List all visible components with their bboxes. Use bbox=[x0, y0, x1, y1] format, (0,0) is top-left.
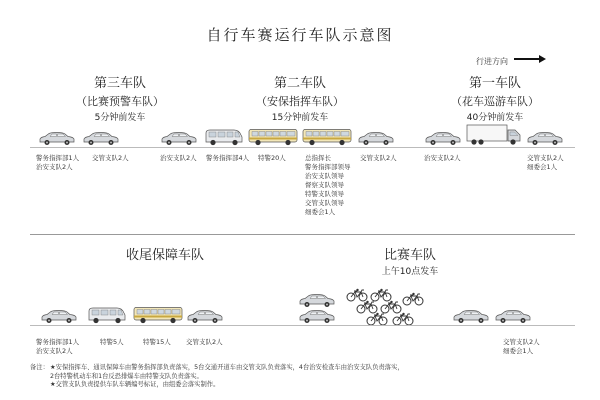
label-t1-c: 细委会1人 bbox=[527, 163, 558, 171]
car-icon bbox=[40, 308, 78, 324]
direction-label: 行进方向 bbox=[476, 57, 508, 66]
team-first bbox=[430, 72, 560, 123]
team-first-time: 40分钟前发车 bbox=[466, 113, 524, 123]
label-t3-a: 警务指挥部1人 bbox=[36, 154, 80, 162]
label-t3-b: 治安支队2人 bbox=[36, 163, 73, 171]
label-rear-b: 治安支队2人 bbox=[36, 347, 73, 355]
label-rear-e: 交管支队2人 bbox=[186, 338, 223, 346]
page-title: 自行车赛运行车队示意图 bbox=[206, 26, 394, 44]
label-t2-list-item: 特警支队领导 bbox=[305, 190, 344, 198]
road-line bbox=[30, 147, 575, 148]
label-race-b: 细委会1人 bbox=[503, 347, 534, 355]
notes-prefix: 备注： bbox=[30, 364, 49, 371]
car-icon bbox=[452, 308, 490, 324]
notes bbox=[30, 364, 590, 390]
team-rear bbox=[100, 244, 230, 263]
car-icon bbox=[298, 308, 336, 324]
car-icon bbox=[494, 308, 532, 324]
team-third bbox=[60, 72, 180, 123]
bus-icon bbox=[248, 128, 298, 146]
team-rear-name: 收尾保障车队 bbox=[125, 248, 204, 263]
van-icon bbox=[87, 306, 127, 324]
team-second-time: 15分钟前发车 bbox=[271, 113, 329, 123]
label-rear-a: 警务指挥部1人 bbox=[36, 338, 80, 346]
team-race-time: 上午10点发车 bbox=[381, 267, 439, 277]
bus-icon bbox=[302, 128, 352, 146]
team-second-sub: （安保指挥车队） bbox=[256, 95, 344, 108]
team-third-name: 第三车队 bbox=[93, 76, 146, 91]
label-t1-b: 交管支队2人 bbox=[527, 154, 564, 162]
road-line bbox=[30, 325, 575, 326]
team-third-time: 5分钟前发车 bbox=[94, 113, 146, 123]
label-t2-c: 特警20人 bbox=[258, 154, 286, 162]
team-second bbox=[235, 72, 365, 123]
label-t2-d: 交管支队2人 bbox=[360, 154, 397, 162]
team-race bbox=[350, 244, 470, 277]
car-icon bbox=[160, 130, 198, 146]
van-icon bbox=[204, 128, 244, 146]
team-first-sub: （花车巡游车队） bbox=[451, 95, 539, 108]
team-second-name: 第二车队 bbox=[273, 76, 326, 91]
label-t1-a: 治安支队2人 bbox=[424, 154, 461, 162]
label-t2-list-item: 督察支队领导 bbox=[305, 181, 344, 189]
label-race-a: 交管支队2人 bbox=[503, 338, 540, 346]
truck-icon bbox=[466, 124, 522, 146]
team-first-name: 第一车队 bbox=[468, 76, 521, 91]
label-t2-list-item: 细委会1人 bbox=[305, 208, 336, 216]
label-t2-list-item: 总指挥长 bbox=[305, 154, 331, 162]
team-third-sub: （比赛预警车队） bbox=[76, 95, 164, 108]
label-t2-list-item: 交管支队领导 bbox=[305, 199, 344, 207]
notes-line: 2台特警机动车和1台反恐排爆车由特警支队负责落实。 bbox=[50, 372, 203, 380]
label-rear-c: 特警5人 bbox=[100, 338, 124, 346]
bicycle-group-icon bbox=[346, 288, 428, 326]
bus-icon bbox=[133, 306, 183, 324]
notes-line: ★安保指挥车、通讯保障车由警务指挥部负责落实，5台交通开道车由交管支队负责落实，4台治安检查车由治安支队负责落实， bbox=[50, 364, 404, 371]
car-icon bbox=[298, 292, 336, 308]
team-race-name: 比赛车队 bbox=[383, 248, 436, 263]
car-icon bbox=[424, 130, 462, 146]
label-t2-list-item: 警务指挥部领导 bbox=[305, 163, 351, 171]
car-icon bbox=[38, 130, 76, 146]
label-t2-list-item: 治安支队领导 bbox=[305, 172, 344, 180]
label-t2-list bbox=[305, 154, 351, 217]
car-icon bbox=[357, 130, 395, 146]
label-t3-c: 交管支队2人 bbox=[92, 154, 129, 162]
label-t2-a: 治安支队2人 bbox=[160, 154, 197, 162]
car-icon bbox=[526, 130, 564, 146]
label-t2-b: 警务指挥部4人 bbox=[206, 154, 250, 162]
direction-arrow-icon bbox=[514, 58, 540, 60]
section-divider bbox=[30, 234, 575, 235]
notes-line: ★交管支队负责提供车队车辆编号标证，由组委会落实制作。 bbox=[50, 381, 220, 388]
car-icon bbox=[186, 308, 224, 324]
label-rear-d: 特警15人 bbox=[143, 338, 171, 346]
car-icon bbox=[82, 130, 120, 146]
